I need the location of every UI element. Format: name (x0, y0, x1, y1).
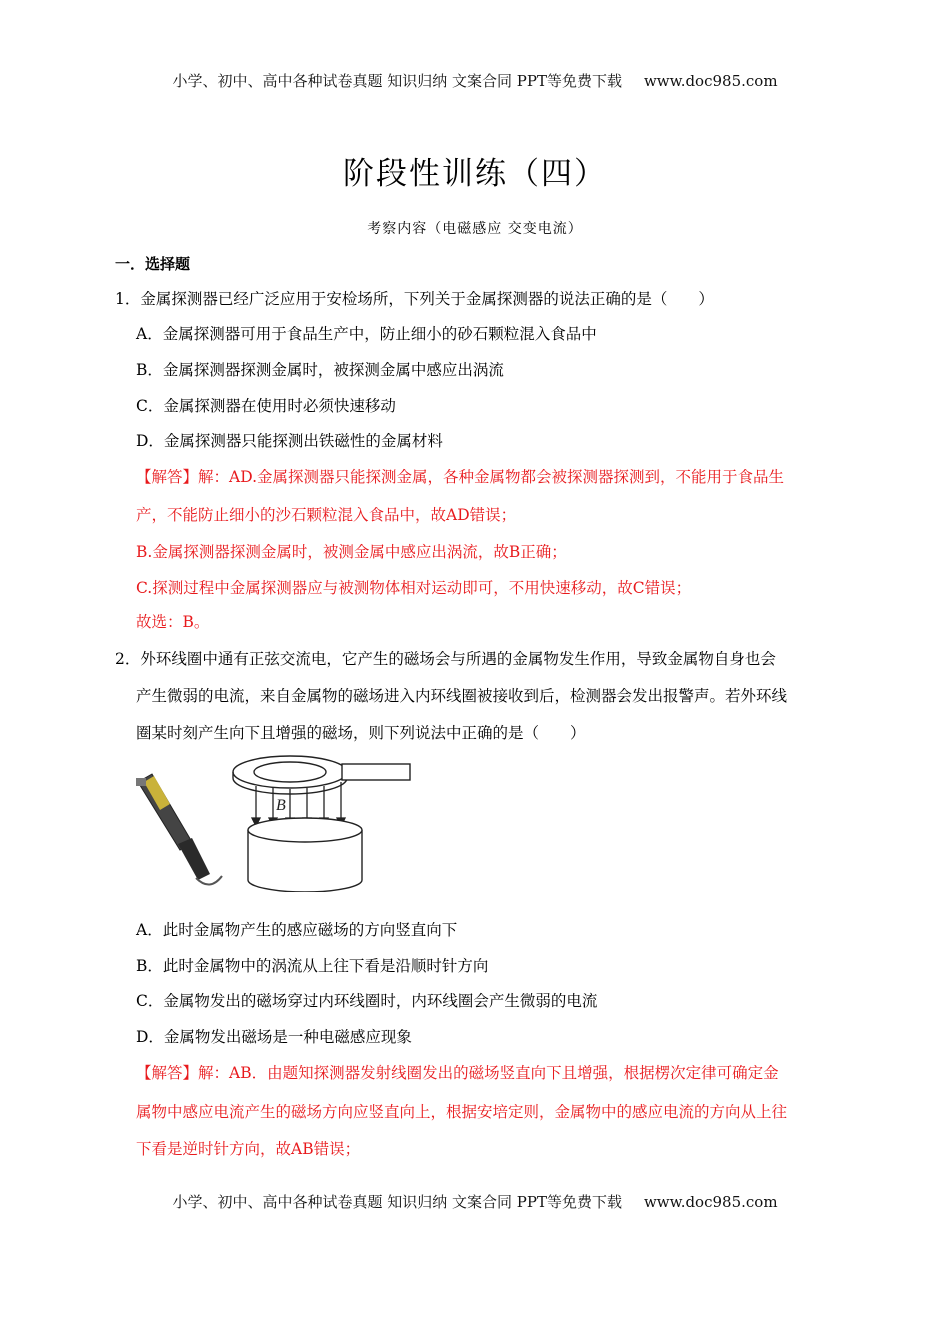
field-label-b: B (276, 797, 286, 814)
metal-object (248, 818, 362, 892)
q2-answer-line: 属物中感应电流产生的磁场方向应竖直向上，根据安培定则，金属物中的感应电流的方向从上往 (136, 1103, 788, 1121)
q1-answer-tag: 【解答】 (136, 468, 199, 486)
footer-text: 小学、初中、高中各种试卷真题 知识归纳 文案合同 PPT等免费下载 (172, 1193, 622, 1211)
footer-site[interactable]: www.doc985.com (643, 1193, 778, 1211)
page-title: 阶段性训练（四） (343, 156, 607, 192)
q2-figure (130, 752, 430, 892)
q1-answer-line: B.金属探测器探测金属时，被测金属中感应出涡流，故B正确； (136, 543, 567, 561)
coil-handle (342, 764, 410, 780)
q2-answer-line (136, 1061, 779, 1083)
q1-answer-line: 故选：B。 (136, 613, 210, 631)
q1-option-a: A．金属探测器可用于食品生产中，防止细小的砂石颗粒混入食品中 (136, 325, 597, 343)
q2-option-c: C．金属物发出的磁场穿过内环线圈时，内环线圈会产生微弱的电流 (136, 992, 598, 1010)
q1-option-c: C．金属探测器在使用时必须快速移动 (136, 397, 396, 415)
header-text: 小学、初中、高中各种试卷真题 知识归纳 文案合同 PPT等免费下载 (172, 72, 622, 90)
q1-answer-line: 产，不能防止细小的沙石颗粒混入食品中，故AD错误； (136, 506, 517, 524)
q1-option-b: B．金属探测器探测金属时，被探测金属中感应出涡流 (136, 361, 504, 379)
q1-answer-line: C.探测过程中金属探测器应与被测物体相对运动即可，不用快速移动，故C错误； (136, 579, 692, 597)
metal-detector-diagram (130, 752, 430, 892)
q2-option-b: B．此时金属物中的涡流从上往下看是沿顺时针方向 (136, 957, 489, 975)
q1-option-d: D．金属探测器只能探测出铁磁性的金属材料 (136, 432, 443, 450)
q2-option-d: D．金属物发出磁场是一种电磁感应现象 (136, 1028, 412, 1046)
section-heading: 一．选择题 (115, 255, 191, 273)
page-header (0, 70, 950, 91)
coil-icon (233, 756, 347, 794)
q2-answer-text: 解：AB．由题知探测器发射线圈发出的磁场竖直向下且增强，根据楞次定律可确定金 (198, 1064, 779, 1082)
q2-answer-line: 下看是逆时针方向，故AB错误； (136, 1140, 361, 1158)
q1-stem: 1．金属探测器已经广泛应用于安检场所，下列关于金属探测器的说法正确的是（ ） (115, 290, 714, 308)
q1-answer-line (136, 465, 784, 487)
q2-answer-tag: 【解答】 (136, 1064, 199, 1082)
header-site[interactable]: www.doc985.com (643, 72, 778, 90)
page-subtitle: 考察内容（电磁感应 交变电流） (367, 221, 583, 237)
q2-option-a: A．此时金属物产生的感应磁场的方向竖直向下 (136, 921, 458, 939)
q2-stem-line: 2．外环线圈中通有正弦交流电，它产生的磁场会与所遇的金属物发生作用，导致金属物自身也会 (115, 650, 776, 668)
handheld-detector-icon (136, 774, 222, 885)
page-footer (0, 1191, 950, 1212)
q2-stem-line: 圈某时刻产生向下且增强的磁场，则下列说法中正确的是（ ） (136, 724, 586, 742)
q2-stem-line: 产生微弱的电流，来自金属物的磁场进入内环线圈被接收到后，检测器会发出报警声。若外环线 (136, 687, 788, 705)
q1-answer-text: 解：AD.金属探测器只能探测金属，各种金属物都会被探测器探测到，不能用于食品生 (198, 468, 785, 486)
